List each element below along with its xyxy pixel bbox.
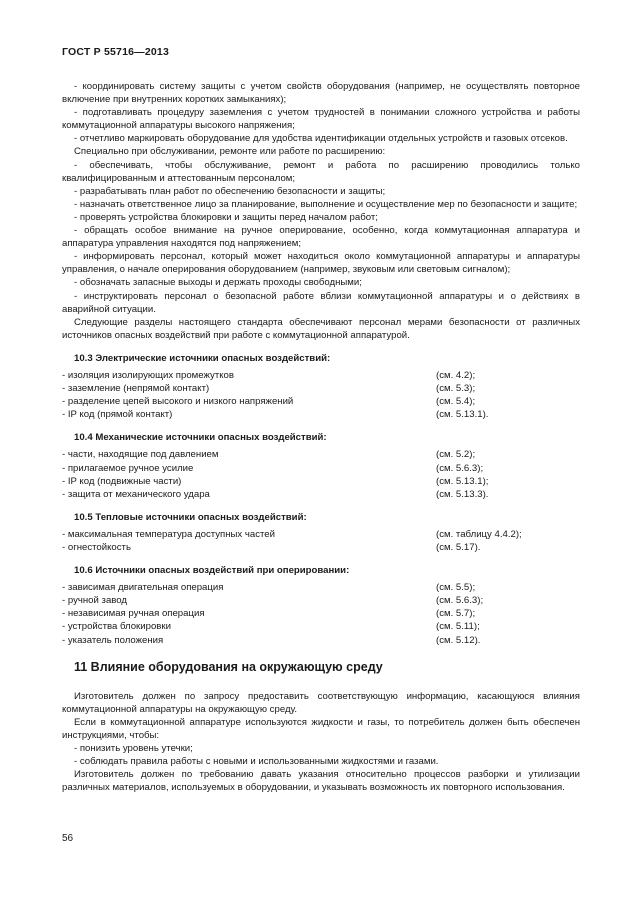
list-item [62,607,580,620]
item-label: - устройства блокировки [62,621,171,633]
paragraph: Изготовитель должен по запросу предоставить соответствующую информацию, касающуюся влияния коммутационной аппаратуры на окружающую среду. [62,690,580,715]
item-label: - указатель положения [62,634,164,646]
item-reference: (см. 5.6.3); [436,595,484,607]
item-label: - прилагаемое ручное усилие [62,462,194,474]
item-reference: (см. 5.2); [436,449,476,461]
paragraph: - подготавливать процедуру заземления с учетом трудностей в понимании сложного устройства и работы коммутационной аппаратуры высокого напряжения; [62,107,580,132]
paragraph: - понизить уровень утечки; [74,743,193,755]
item-label: - разделение цепей высокого и низкого напряжений [62,396,294,408]
section-heading: 10.3 Электрические источники опасных воздействий: [74,352,331,364]
list-item [62,488,580,501]
paragraph: - информировать персонал, который может находиться около коммутационной аппаратуры и аппаратуры управления, о начале оперирования оборудованием (например, звуковым или световым сигналом); [62,251,580,276]
list-item [62,408,580,421]
paragraph: - обращать особое внимание на ручное оперирование, особенно, когда коммутационная аппаратура и аппаратура управления находятся под напряжением; [62,225,580,250]
item-reference: (см. 5.17). [436,542,481,553]
paragraph: Изготовитель должен по требованию давать указания относительно процессов разборки и утилизации различных материалов, используемых в оборудовании, и указывать возможность их повторного использования. [62,769,580,794]
item-reference: (см. 5.12). [436,634,481,646]
chapter-title: 11 Влияние оборудования на окружающую среду [74,659,383,674]
list-item [62,369,580,382]
paragraph: - отчетливо маркировать оборудование для удобства идентификации отдельных устройств и газовых отсеков. [74,133,568,145]
item-reference: (см. 5.3); [436,383,476,395]
reference-list [62,369,580,421]
document-header: ГОСТ Р 55716—2013 [62,46,170,58]
item-label: - защита от механического удара [62,488,210,500]
list-item [62,448,580,461]
item-reference: (см. 5.4); [436,396,476,408]
intro-block [62,80,580,342]
item-label: - IP код (прямой контакт) [62,409,173,421]
list-item [62,541,580,554]
paragraph: - назначать ответственное лицо за планирование, выполнение и осуществление мер по безопасности и защите; [74,198,578,210]
list-item [62,528,580,541]
list-item [62,475,580,488]
item-reference: (см. 5.6.3); [436,462,484,474]
list-item [62,634,580,647]
item-label: - независимая ручная операция [62,608,205,620]
item-label: - зависимая двигательная операция [62,582,224,594]
paragraph: - обеспечивать, чтобы обслуживание, ремонт и работа по расширению проводились только квалифицированным и аттестованным персоналом; [62,159,580,184]
paragraph: - инструктировать персонал о безопасной работе вблизи коммутационной аппаратуры и о действиях в аварийной ситуации. [62,290,580,315]
item-reference: (см. 4.2); [436,369,476,381]
reference-list [62,581,580,646]
paragraph: - координировать систему защиты с учетом свойств оборудования (например, не осуществлять повторное включение при внутренних коротких замыканиях); [62,81,580,106]
item-reference: (см. 5.11); [436,621,480,633]
paragraph: Если в коммутационной аппаратуре используются жидкости и газы, то потребитель должен быть обеспечен инструкциями, чтобы: [62,716,580,742]
document-body [62,80,580,795]
reference-list [62,528,580,554]
paragraph: Следующие разделы настоящего стандарта обеспечивают персонал мерами безопасности от различных источников опасных воздействий при работе с коммутационной аппаратурой. [62,316,580,341]
paragraph: Специально при обслуживании, ремонте или работе по расширению: [74,146,386,158]
paragraph: - обозначать запасные выходы и держать проходы свободными; [74,277,362,289]
item-reference: (см. 5.7); [436,608,476,620]
list-item [62,581,580,594]
item-label: - изоляция изолирующих промежутков [62,369,234,381]
item-label: - ручной завод [62,595,127,607]
item-reference: (см. 5.13.1). [436,409,489,421]
paragraph: - соблюдать правила работы с новыми и использованными жидкостями и газами. [74,756,439,768]
item-reference: (см. таблицу 4.4.2); [436,528,522,540]
list-item [62,462,580,475]
item-label: - огнестойкость [62,542,131,553]
list-item [62,594,580,607]
list-item [62,395,580,408]
item-label: - максимальная температура доступных частей [62,528,276,540]
section-heading: 10.6 Источники опасных воздействий при оперировании: [74,565,350,577]
section-heading: 10.5 Тепловые источники опасных воздействий: [74,511,307,523]
item-label: - части, находящие под давлением [62,449,219,461]
paragraph: - проверять устройства блокировки и защиты перед началом работ; [74,211,378,223]
item-label: - IP код (подвижные части) [62,475,182,487]
chapter-body [62,690,580,795]
paragraph: - разрабатывать план работ по обеспечению безопасности и защиты; [74,185,386,197]
list-item [62,382,580,395]
section-heading: 10.4 Механические источники опасных воздействий: [74,432,327,444]
item-reference: (см. 5.13.3). [436,488,489,500]
reference-list [62,448,580,500]
item-reference: (см. 5.5); [436,582,476,594]
item-label: - заземление (непрямой контакт) [62,383,210,395]
item-reference: (см. 5.13.1); [436,475,489,487]
list-item [62,620,580,633]
page-number: 56 [62,833,74,844]
